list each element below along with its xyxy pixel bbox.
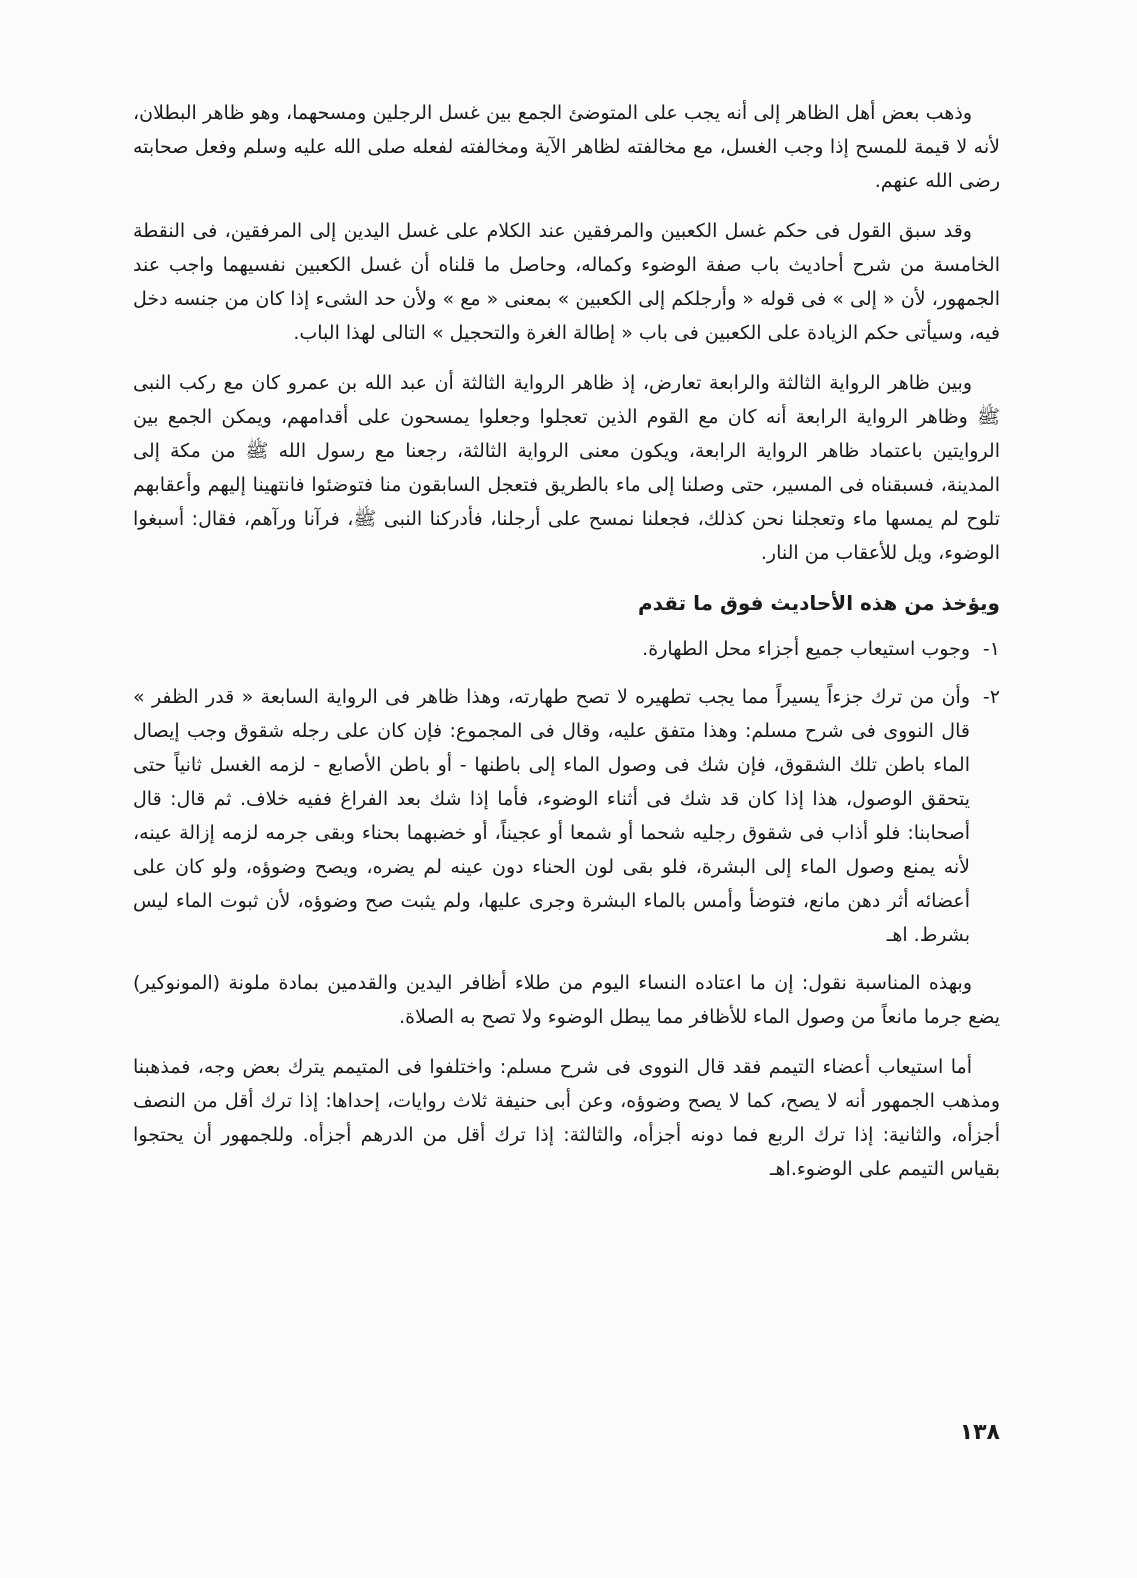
list-item-text: وجوب استيعاب جميع أجزاء محل الطهارة. — [642, 638, 970, 660]
paragraph-kaabain-ruling: وقد سبق القول فى حكم غسل الكعبين والمرفقين عند الكلام على غسل اليدين إلى المرفقين، فى النقطة الخامسة من شرح أحاديث باب صفة الوضوء وكماله، وحاصل ما قلناه أن غسل الكعبين نفسيهما واجب عند الجمهور، لأن « إلى » فى قوله « وأرجلكم إلى الكعبين » بمعنى « مع » ولأن حد الشىء إذا كان من جنسه دخل فيه، وسيأتى حكم الزيادة على الكعبين فى باب « إطالة الغرة والتحجيل » التالى لهذا الباب. — [133, 220, 1000, 344]
list-item — [133, 632, 1000, 666]
page-number: ١٣٨ — [959, 1420, 1000, 1445]
list-item-text: وأن من ترك جزءاً يسيراً مما يجب تطهيره لا تصح طهارته، وهذا ظاهر فى الرواية السابعة « قدر الظفر » قال النووى فى شرح مسلم: وهذا متفق عليه، وقال فى المجموع: فإن كان على رجله شقوق وجب إيصال الماء باطن تلك الشقوق، فإن شك فى وصول الماء إلى باطنها - أو باطن الأصابع - لزمه الغسل ثانياً حتى يتحقق الوصول، هذا إذا كان قد شك فى أثناء الوضوء، فأما إذا شك بعد الفراغ ففيه خلاف. ثم قال: قال أصحابنا: فلو أذاب فى شقوق رجليه شحما أو شمعا أو عجيناً، أو خضبهما بحناء وبقى جرمه لزمه إزالة عينه، لأنه يمنع وصول الماء إلى البشرة، فلو بقى لون الحناء دون عينه لم يضره، ويصح وضوؤه، ولو كان على أعضائه أثر دهن مانع، فتوضأ وأمس بالماء البشرة وجرى عليها، ولم يثبت صح وضوؤه، لأن ثبوت الماء ليس بشرط. اهـ — [133, 686, 970, 946]
paragraph-tayammum: أما استيعاب أعضاء التيمم فقد قال النووى فى شرح مسلم: واختلفوا فى المتيمم يترك بعض وجه، فمذهبنا ومذهب الجمهور أنه لا يصح، كما لا يصح وضوؤه، وعن أبى حنيفة ثلاث روايات، إحداها: إذا ترك أقل من النصف أجزأه، والثانية: إذا ترك الربع فما دونه أجزأه، والثالثة: إذا ترك أقل من الدرهم أجزأه. وللجمهور أن يحتجوا بقياس التيمم على الوضوء.اهـ — [133, 1056, 1000, 1180]
list-item-number: ٢- — [982, 686, 1000, 708]
list-item-number: ١- — [982, 638, 1000, 660]
list-item — [133, 680, 1000, 952]
paragraph-nail-polish: وبهذه المناسبة نقول: إن ما اعتاده النساء اليوم من طلاء أظافر اليدين والقدمين بمادة ملونة (المونوكير) يضع جرما مانعاً من وصول الماء للأظافر مما يبطل الوضوء ولا تصح به الصلاة. — [133, 972, 1000, 1028]
page-body — [133, 96, 1000, 1202]
section-heading: ويؤخذ من هذه الأحاديث فوق ما تقدم — [638, 591, 1000, 615]
paragraph-zahir-opinion: وذهب بعض أهل الظاهر إلى أنه يجب على المتوضئ الجمع بين غسل الرجلين ومسحهما، وهو ظاهر البطلان، لأنه لا قيمة للمسح إذا وجب الغسل، مع مخالفته لظاهر الآية ومخالفته لفعله صلى الله عليه وسلم وفعل صحابته رضى الله عنهم. — [133, 102, 1000, 192]
paragraph-narrations-conflict: وبين ظاهر الرواية الثالثة والرابعة تعارض، إذ ظاهر الرواية الثالثة أن عبد الله بن عمرو كان مع ركب النبى ﷺ وظاهر الرواية الرابعة أنه كان مع القوم الذين تعجلوا وجعلوا يمسحون على أقدامهم، ويمكن الجمع بين الروايتين باعتماد ظاهر الرواية الرابعة، ويكون معنى الرواية الثالثة، رجعنا مع رسول الله ﷺ من مكة إلى المدينة، فسبقناه فى المسير، حتى وصلنا إلى ماء بالطريق فتعجل السابقون منا فتوضئوا فانتهينا إليهم وأعقابهم تلوح لم يمسها ماء وتعجلنا نحن كذلك، فجعلنا نمسح على أرجلنا، فأدركنا النبى ﷺ، فرآنا ورآهم، فقال: أسبغوا الوضوء، ويل للأعقاب من النار. — [133, 372, 1000, 564]
